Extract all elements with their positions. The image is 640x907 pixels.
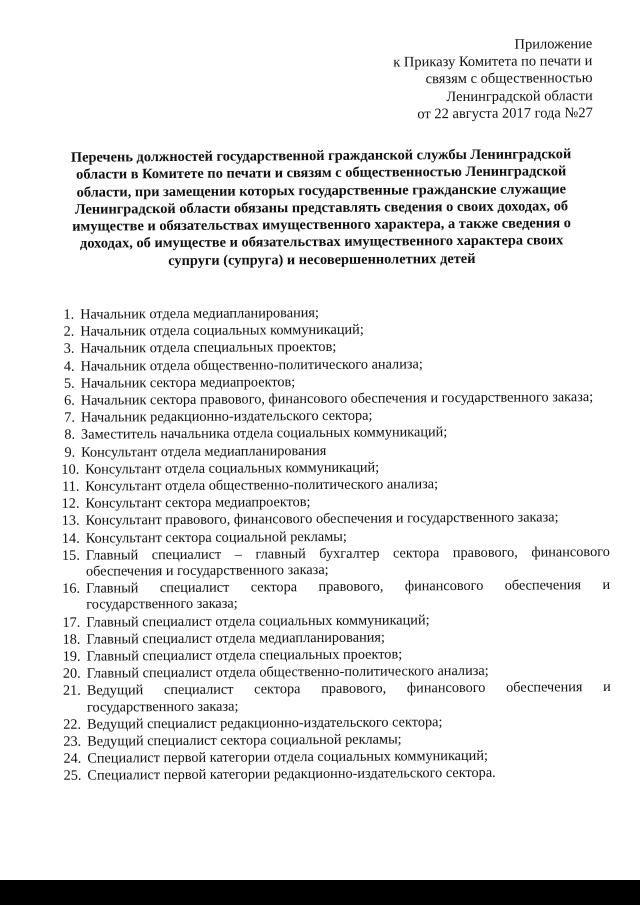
position-number: 16. [62,580,81,598]
position-text: Ведущий специалист редакционно-издательского сектора; [86,714,443,733]
position-number: 12. [61,495,80,513]
position-number: 9. [64,444,76,461]
position-number: 18. [62,631,81,648]
position-number: 4. [63,358,75,375]
position-number: 2. [63,323,75,341]
position-text: Главный специалист отдела специальных проектов; [86,646,403,665]
position-text: Начальник отдела специальных проектов; [80,339,337,358]
position-text: Главный специалист отдела социальных коммуникаций; [86,611,430,631]
position-number: 20. [62,665,81,683]
position-text: Начальник сектора правового, финансового обеспечения и государственного заказа; [80,389,594,409]
position-text: Консультант отдела медиапланирования [81,442,327,461]
position-item [56,577,610,613]
position-number: 19. [62,648,81,665]
position-text: Главный специалист – главный бухгалтер сектора правового, финансового обеспечения и государственного заказа; [85,543,610,580]
position-item [57,679,611,715]
position-text: Консультант сектора медиапроектов; [85,494,311,512]
title-line-5: имуществе и обязательствах имущественного характера, а также сведения о [72,215,571,235]
title-line-2: области в Комитете по печати и связям с общественностью Ленинградской [76,163,567,184]
position-text: Главный специалист отдела медиапланирования; [86,629,385,648]
position-text: Начальник отдела социальных коммуникаций; [80,321,364,340]
position-text: Главный специалист отдела общественно-политического анализа; [86,663,489,682]
position-number: 11. [61,478,80,495]
position-number: 5. [63,375,75,392]
position-text: Начальник отдела общественно-политического анализа; [80,355,423,375]
position-number: 24. [63,750,82,768]
position-number: 14. [61,530,80,547]
position-text: Консультант отдела социальных коммуникаций; [85,459,380,478]
positions-list [54,303,611,786]
position-text: Консультант сектора социальной рекламы; [85,528,347,547]
position-text: Специалист первой категории отдела социальных коммуникаций; [87,748,488,767]
position-item [57,764,611,784]
position-number: 7. [64,409,75,427]
position-text: Начальник редакционно-издательского сектора; [80,407,373,426]
position-number: 3. [63,341,75,358]
title-line-6: доходах, об имуществе и обязательствах имущественного характера своих [79,232,564,253]
position-number: 6. [64,392,75,409]
position-number: 13. [61,513,80,530]
position-number: 23. [63,733,82,750]
position-text: Заместитель начальника отдела социальных коммуникаций; [80,424,448,444]
appendix-header [393,36,593,123]
appendix-line-4: Ленинградской области [446,87,593,105]
position-number: 17. [62,614,81,631]
position-number: 25. [63,768,82,785]
position-text: Консультант отдела общественно-политического анализа; [85,476,439,495]
scan-edge-bar [0,880,640,905]
position-text: Ведущий специалист сектора правового, финансового обеспечения и государственного заказа; [86,679,611,716]
position-number: 8. [64,427,76,444]
position-text: Начальник отдела медиапланирования; [80,305,319,323]
position-item [56,544,610,580]
position-text: Консультант правового, финансового обеспечения и государственного заказа; [85,509,559,530]
position-text: Начальник сектора медиапроектов; [80,373,296,392]
title-line-4: Ленинградской области обязаны представлять сведения о своих доходах, об [74,198,569,218]
title-line-7: супруги (супруга) и несовершеннолетних детей [168,250,476,269]
position-number: 15. [61,547,80,564]
appendix-line-5: от 22 августа 2017 года №27 [417,104,593,123]
position-number: 22. [63,716,82,733]
position-text: Ведущий специалист сектора социальной рекламы; [87,731,402,750]
document-title [41,146,602,271]
position-text: Главный специалист сектора правового, финансового обеспечения и государственного заказа; [86,577,611,614]
title-line-1: Перечень должностей государственной гражданской службы Ленинградской [70,146,572,166]
position-number: 10. [61,461,80,478]
position-number: 1. [63,306,75,323]
position-text: Специалист первой категории редакционно-издательского сектора. [87,765,496,785]
title-line-3: области, при замещении которых государственные гражданские служащие [76,180,567,201]
appendix-line-1: Приложение [514,36,593,53]
appendix-line-3: связям с общественностью [425,70,593,88]
appendix-line-2: к Приказу Комитета по печати и [393,53,593,71]
position-number: 21. [62,683,81,700]
